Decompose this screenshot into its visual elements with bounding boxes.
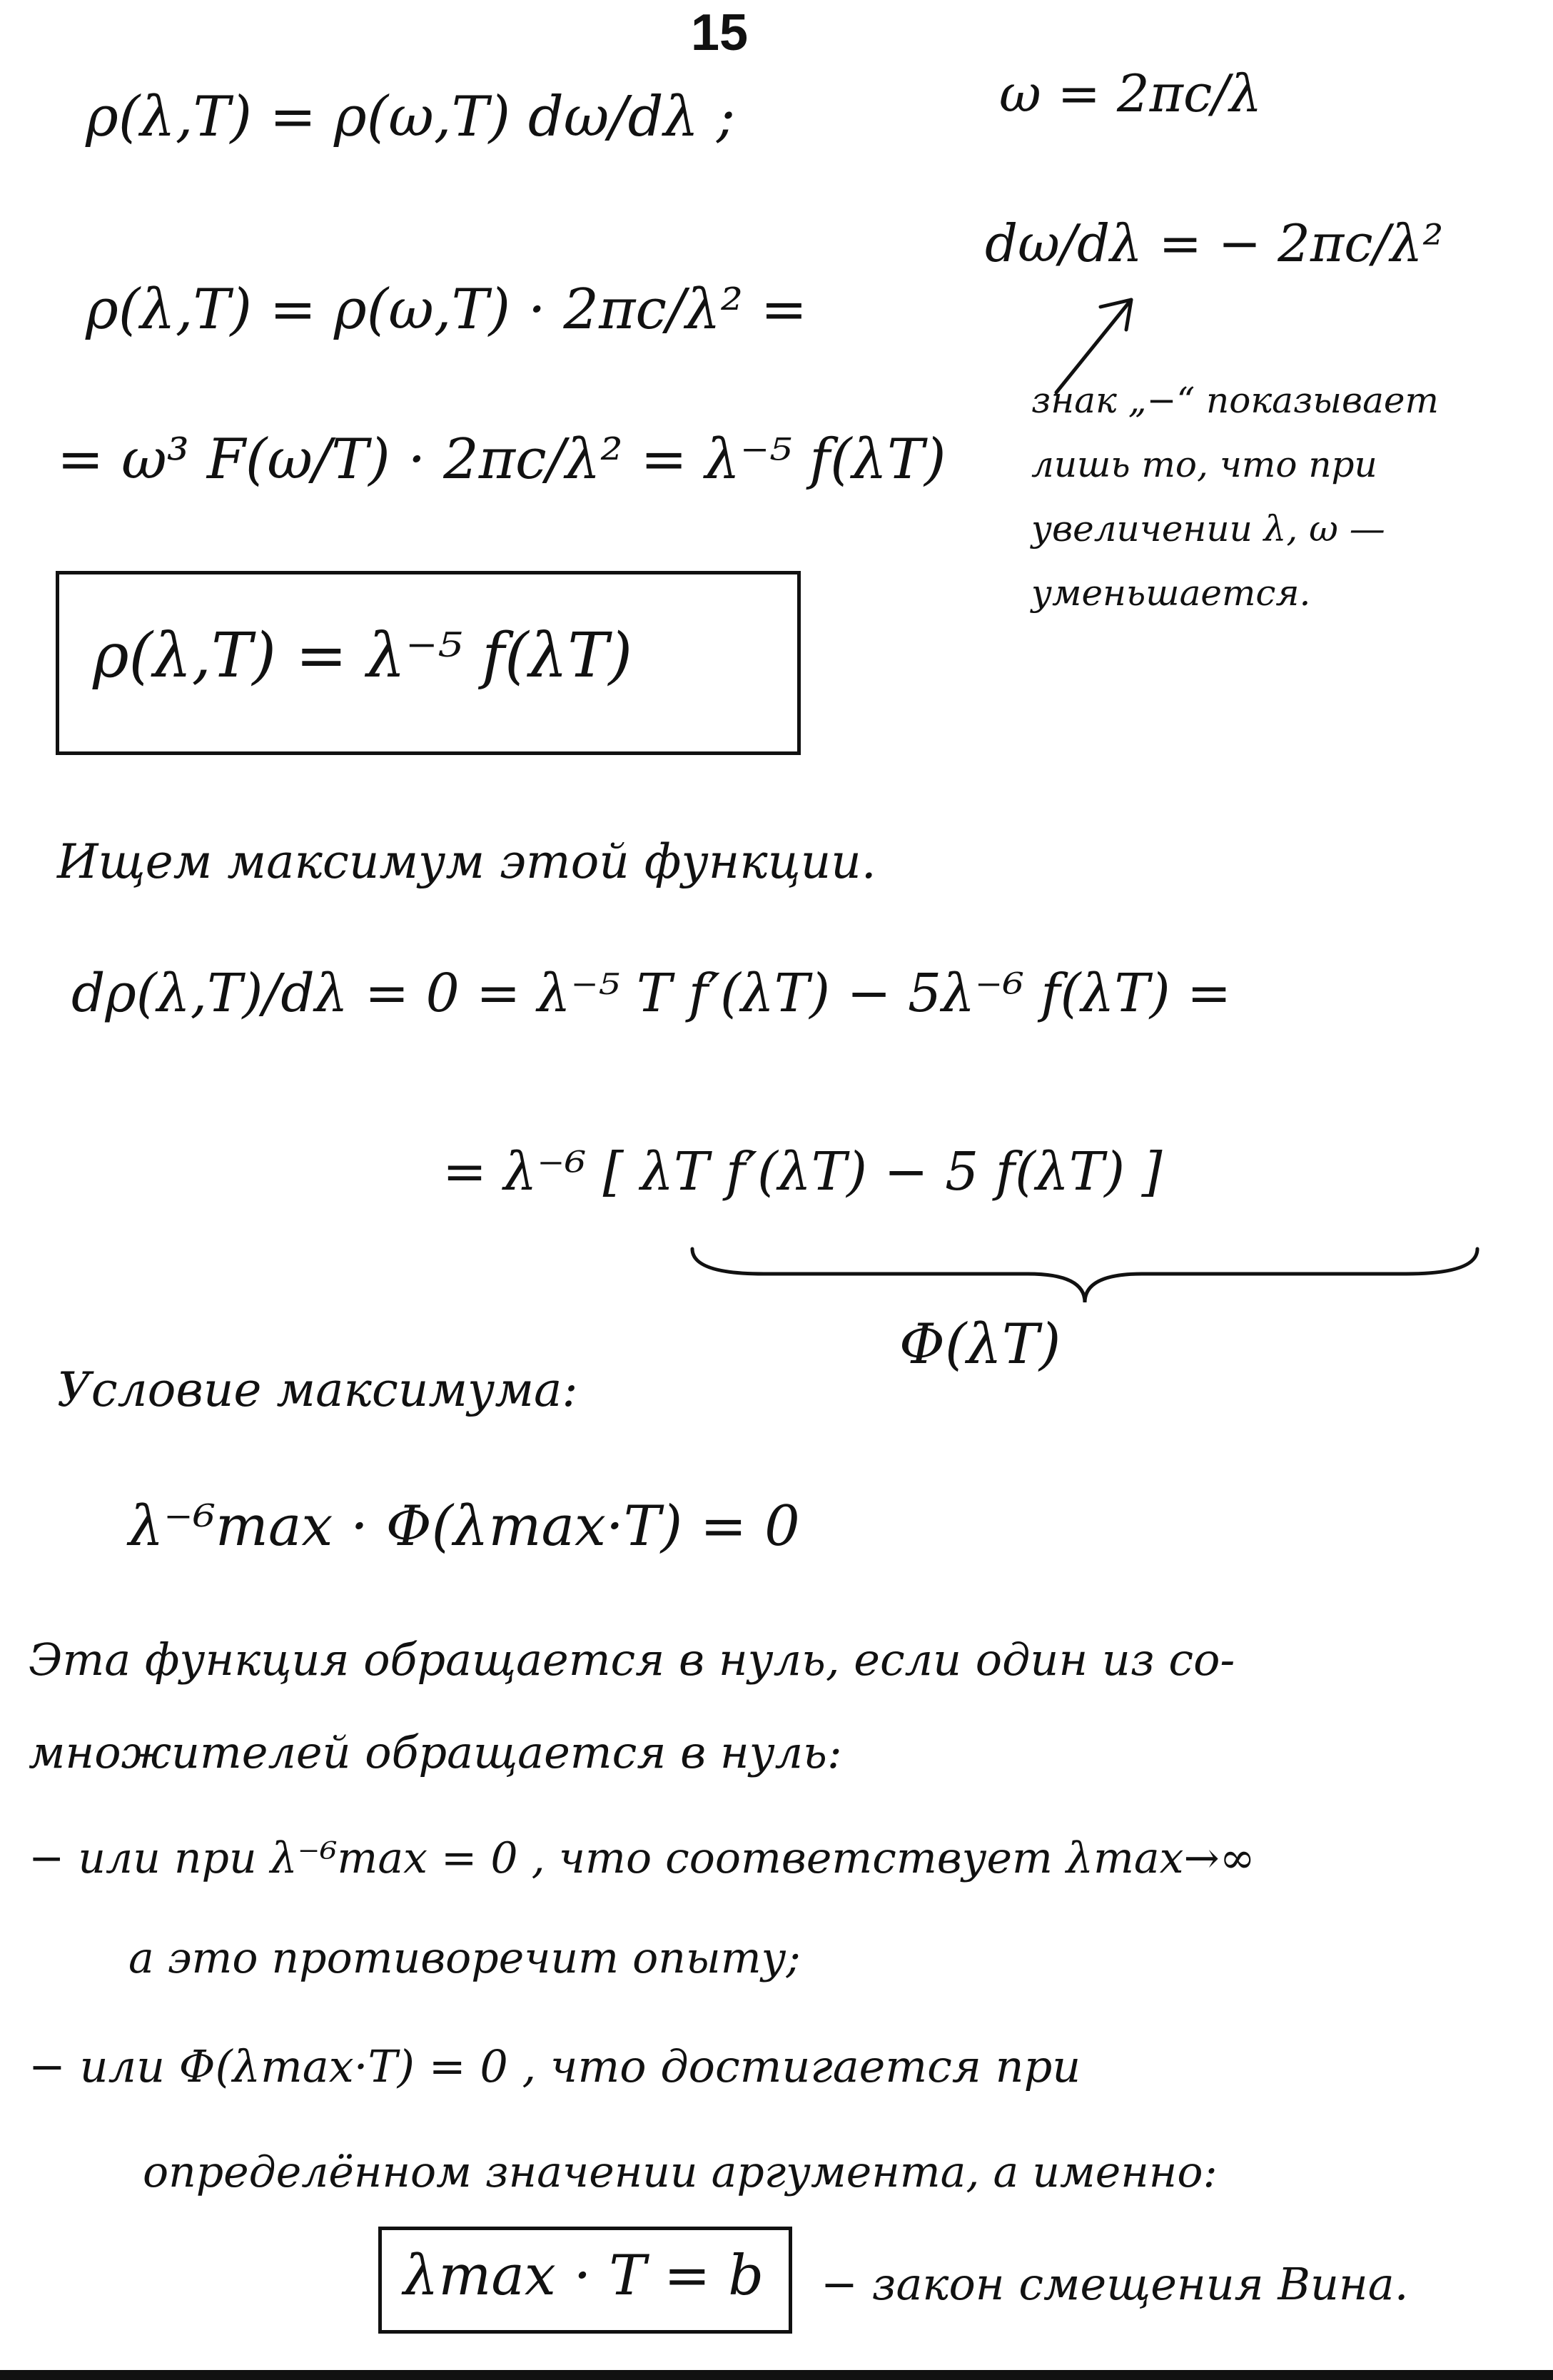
case-1-line-1: − или при λ⁻⁶max = 0 , что соответствует λmax→∞ xyxy=(29,1833,1255,1883)
maximum-heading: Ищем максимум этой функции. xyxy=(57,834,876,889)
derivative-equation-1: dρ(λ,T)/dλ = 0 = λ⁻⁵ T f′(λT) − 5λ⁻⁶ f(λT) = xyxy=(71,963,1232,1024)
derivative-equation-2: = λ⁻⁶ [ λT f′(λT) − 5 f(λT) ] xyxy=(442,1141,1163,1202)
bottom-rule xyxy=(0,2370,1553,2380)
equation-line-1: ρ(λ,T) = ρ(ω,T) dω/dλ ; xyxy=(86,85,736,149)
paragraph-line-1: Эта функция обращается в нуль, если один из со- xyxy=(29,1634,1235,1686)
condition-equation: λ⁻⁶max · Φ(λmax·T) = 0 xyxy=(128,1494,800,1559)
equation-line-3: = ω³ F(ω/T) · 2πc/λ² = λ⁻⁵ f(λT) xyxy=(57,427,946,492)
wien-law-equation: λmax · T = b xyxy=(403,2244,764,2308)
phi-label: Φ(λT) xyxy=(899,1312,1061,1377)
case-2-line-1: − или Φ(λmax·T) = 0 , что достигается при xyxy=(29,2040,1081,2092)
sign-note-line-2: лишь то, что при xyxy=(1031,444,1377,485)
derivative-omega-lambda: dω/dλ = − 2πc/λ² xyxy=(985,213,1444,273)
case-1-line-2: а это противоречит опыту; xyxy=(128,1933,801,1983)
wien-law-label: − закон смещения Вина. xyxy=(821,2258,1409,2310)
sign-note-line-3: увеличении λ, ω — xyxy=(1031,508,1385,550)
boxed-result: ρ(λ,T) = λ⁻⁵ f(λT) xyxy=(93,620,633,692)
equation-line-2: ρ(λ,T) = ρ(ω,T) · 2πc/λ² = xyxy=(86,278,808,342)
sign-note-line-4: уменьшается. xyxy=(1031,572,1311,614)
condition-heading: Условие максимума: xyxy=(57,1362,578,1417)
case-2-line-2: определённом значении аргумента, а именно: xyxy=(143,2147,1218,2197)
sign-note-line-1: знак „−“ показывает xyxy=(1031,380,1439,421)
page-number: 15 xyxy=(691,4,749,61)
omega-definition: ω = 2πc/λ xyxy=(999,64,1263,123)
underbrace-icon xyxy=(685,1242,1484,1306)
paragraph-line-2: множителей обращается в нуль: xyxy=(29,1726,842,1778)
